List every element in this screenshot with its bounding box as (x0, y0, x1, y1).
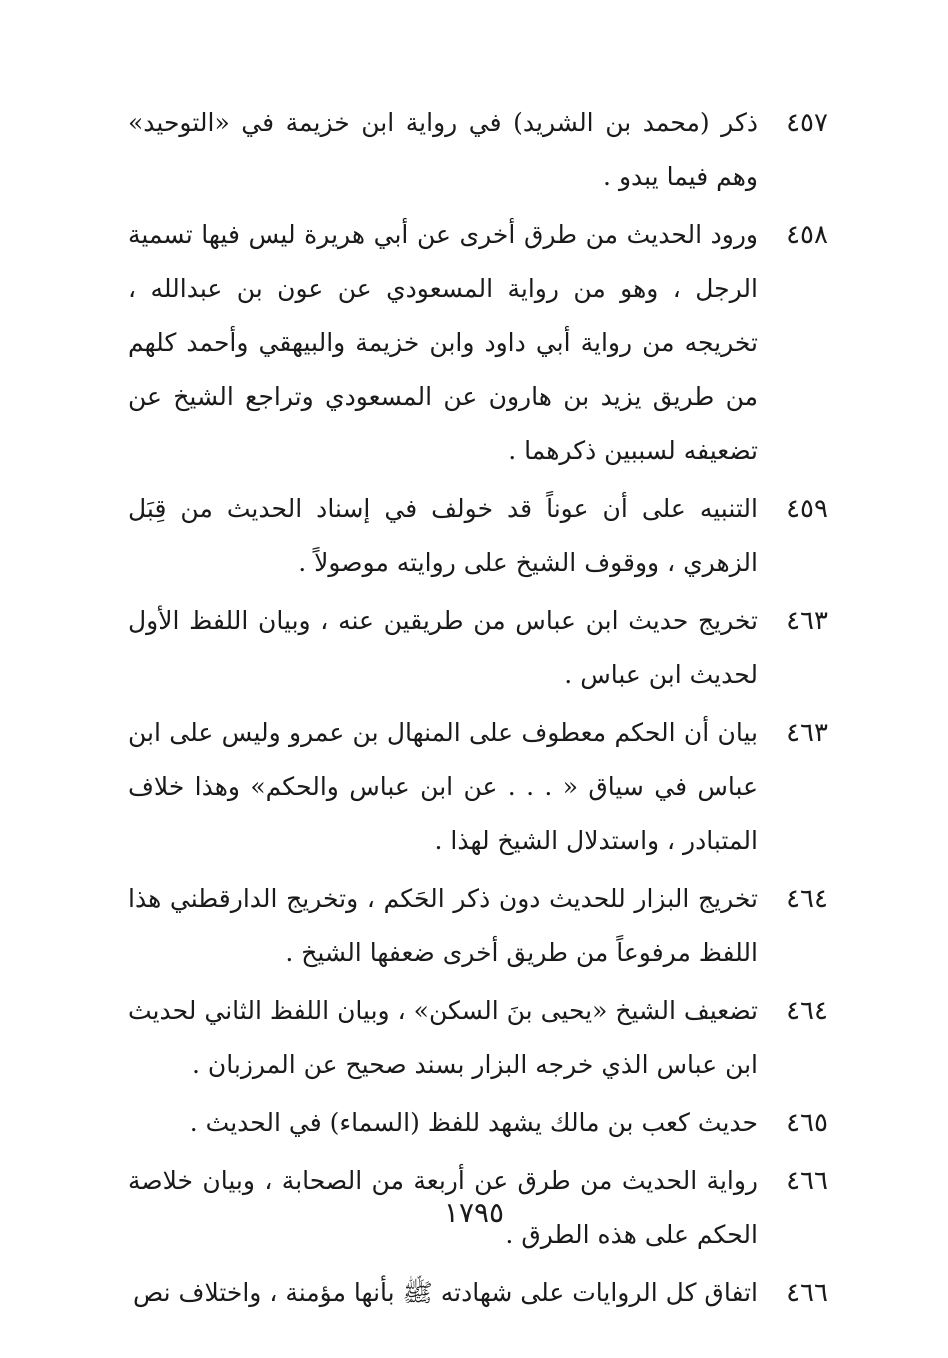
entry-page-number: ٤٦٤ (786, 884, 828, 914)
entry-page-number: ٤٦٦ (786, 1166, 828, 1196)
entry-text: ذكر (محمد بن الشريد) في رواية ابن خزيمة في «التوحيد» وهم فيما يبدو . (128, 108, 758, 191)
index-entry (128, 96, 828, 204)
index-entry (128, 208, 828, 478)
index-entry (128, 482, 828, 590)
entry-text: تخريج حديث ابن عباس من طريقين عنه ، وبيان اللفظ الأول لحديث ابن عباس . (128, 606, 758, 689)
index-entries (128, 96, 828, 1324)
index-entry (128, 984, 828, 1092)
entry-text: ورود الحديث من طرق أخرى عن أبي هريرة ليس فيها تسمية الرجل ، وهو من رواية المسعودي عن عون بن عبدالله ، تخريجه من رواية أبي داود وابن خزيمة والبيهقي وأحمد كلهم من طريق يزيد بن هارون عن المسعودي وتراجع الشيخ عن تضعيفه لسببين ذكرهما . (128, 220, 758, 465)
entry-page-number: ٤٦٣ (786, 606, 828, 636)
entry-page-number: ٤٥٩ (786, 494, 828, 524)
entry-text: تخريج البزار للحديث دون ذكر الحَكم ، وتخريج الدارقطني هذا اللفظ مرفوعاً من طريق أخرى ضعفها الشيخ . (128, 884, 758, 967)
entry-text: حديث كعب بن مالك يشهد للفظ (السماء) في الحديث . (189, 1108, 758, 1137)
index-entry (128, 594, 828, 702)
entry-page-number: ٤٥٨ (786, 220, 828, 250)
entry-text: تضعيف الشيخ «يحيى بنَ السكن» ، وبيان اللفظ الثاني لحديث ابن عباس الذي خرجه البزار بسند صحيح عن المرزبان . (128, 996, 759, 1079)
entry-page-number: ٤٥٧ (786, 108, 828, 138)
entry-text: رواية الحديث من طرق عن أربعة من الصحابة ، وبيان خلاصة الحكم على هذه الطرق . (128, 1166, 758, 1249)
index-entry (128, 1096, 828, 1150)
entry-page-number: ٤٦٥ (786, 1108, 828, 1138)
entry-page-number: ٤٦٣ (786, 718, 828, 748)
index-entry (128, 1266, 828, 1320)
entry-page-number: ٤٦٤ (786, 996, 828, 1026)
index-entry (128, 872, 828, 980)
entry-text: بيان أن الحكم معطوف على المنهال بن عمرو وليس على ابن عباس في سياق « . . . عن ابن عباس والحكم» وهذا خلاف المتبادر ، واستدلال الشيخ لهذا . (128, 718, 758, 855)
page-number: ١٧٩٥ (443, 1196, 505, 1229)
entry-text: اتفاق كل الروايات على شهادته ﷺ بأنها مؤمنة ، واختلاف نص (133, 1278, 758, 1307)
entry-text: التنبيه على أن عوناً قد خولف في إسناد الحديث من قِبَل الزهري ، ووقوف الشيخ على روايته موصولاً . (128, 494, 758, 577)
index-entry (128, 706, 828, 868)
entry-page-number: ٤٦٦ (786, 1278, 828, 1308)
